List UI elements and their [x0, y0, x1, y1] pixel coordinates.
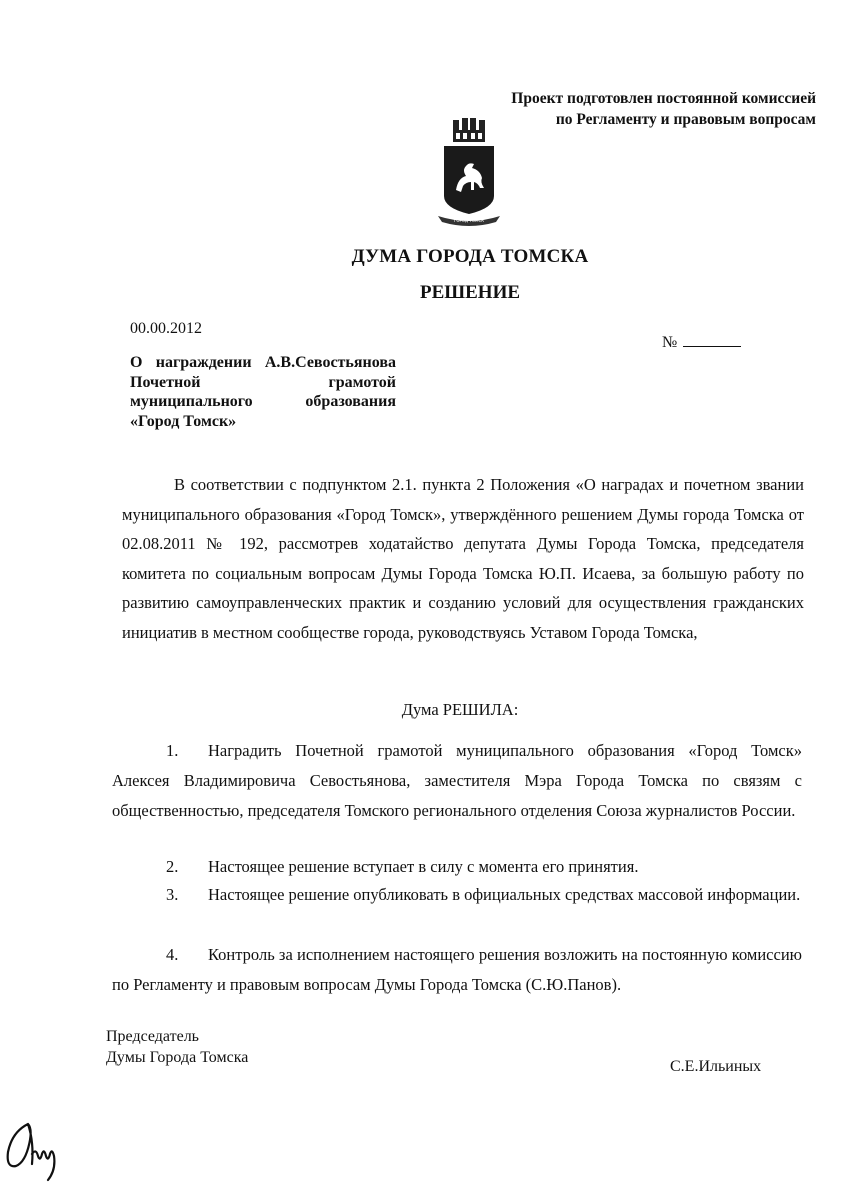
- number-blank: [683, 334, 741, 347]
- prepared-by-line-1: Проект подготовлен постоянной комиссией: [511, 90, 816, 107]
- preamble-paragraph: В соответствии с подпунктом 2.1. пункта 2 Положения «О наградах и почетном звании муниципального образования «Город Томск», утверждённого решением Думы города Томска от 02.08.2011 № 192, рассмотрев ходатайство депутата Думы Города Томска, председателя комитета по социальным вопросам Думы Города Томска Ю.П. Исаева, за большую работу по развитию самоуправленческих практик и созданию условий для осуществления гражданских инициатив в местном сообществе города, руководствуясь Уставом Города Томска,: [122, 475, 804, 642]
- number-label: №: [662, 334, 678, 351]
- svg-text:ГОРОД ТОМСК: ГОРОД ТОМСК: [453, 218, 485, 223]
- resolved-heading: Дума РЕШИЛА:: [401, 700, 519, 719]
- item-text: Наградить Почетной грамотой муниципального образования «Город Томск» Алексея Владимировича Севостьянова, заместителя Мэра Города Томска по связям с общественностью, председателя Томского регионального отделения Союза журналистов России.: [112, 741, 802, 820]
- signatory-position-line-2: Думы Города Томска: [106, 1049, 249, 1066]
- resolution-item: [112, 880, 802, 910]
- document-title: ДУМА ГОРОДА ТОМСКА: [351, 246, 589, 267]
- resolution-item: [112, 852, 802, 882]
- signatory-position: [106, 1026, 248, 1068]
- tomsk-coat-of-arms-icon: [436, 116, 502, 228]
- prepared-by-note: [511, 88, 816, 130]
- item-number: 4.: [166, 945, 179, 964]
- decision-heading: РЕШЕНИЕ: [419, 282, 521, 303]
- signatory-position-line-1: Председатель: [106, 1028, 199, 1045]
- handwritten-signature: [2, 1118, 66, 1184]
- resolution-item: [112, 736, 802, 826]
- item-number: 1.: [166, 741, 179, 760]
- item-text: Контроль за исполнением настоящего решения возложить на постоянную комиссию по Регламенту и правовым вопросам Думы Города Томска (С.Ю.Панов).: [112, 945, 802, 994]
- item-number: 2.: [166, 857, 179, 876]
- decision-subject: О награждении А.В.Севостьянова Почетной грамотой муниципального образования «Город Томск»: [130, 354, 396, 430]
- item-text: Настоящее решение вступает в силу с момента его принятия.: [208, 857, 639, 876]
- resolution-item: [112, 940, 802, 1000]
- item-number: 3.: [166, 885, 179, 904]
- decision-date: 00.00.2012: [130, 320, 202, 337]
- prepared-by-line-2: по Регламенту и правовым вопросам: [555, 111, 816, 128]
- decision-number: [662, 334, 741, 352]
- item-text: Настоящее решение опубликовать в официальных средствах массовой информации.: [208, 885, 801, 904]
- signatory-name: С.Е.Ильиных: [670, 1058, 762, 1075]
